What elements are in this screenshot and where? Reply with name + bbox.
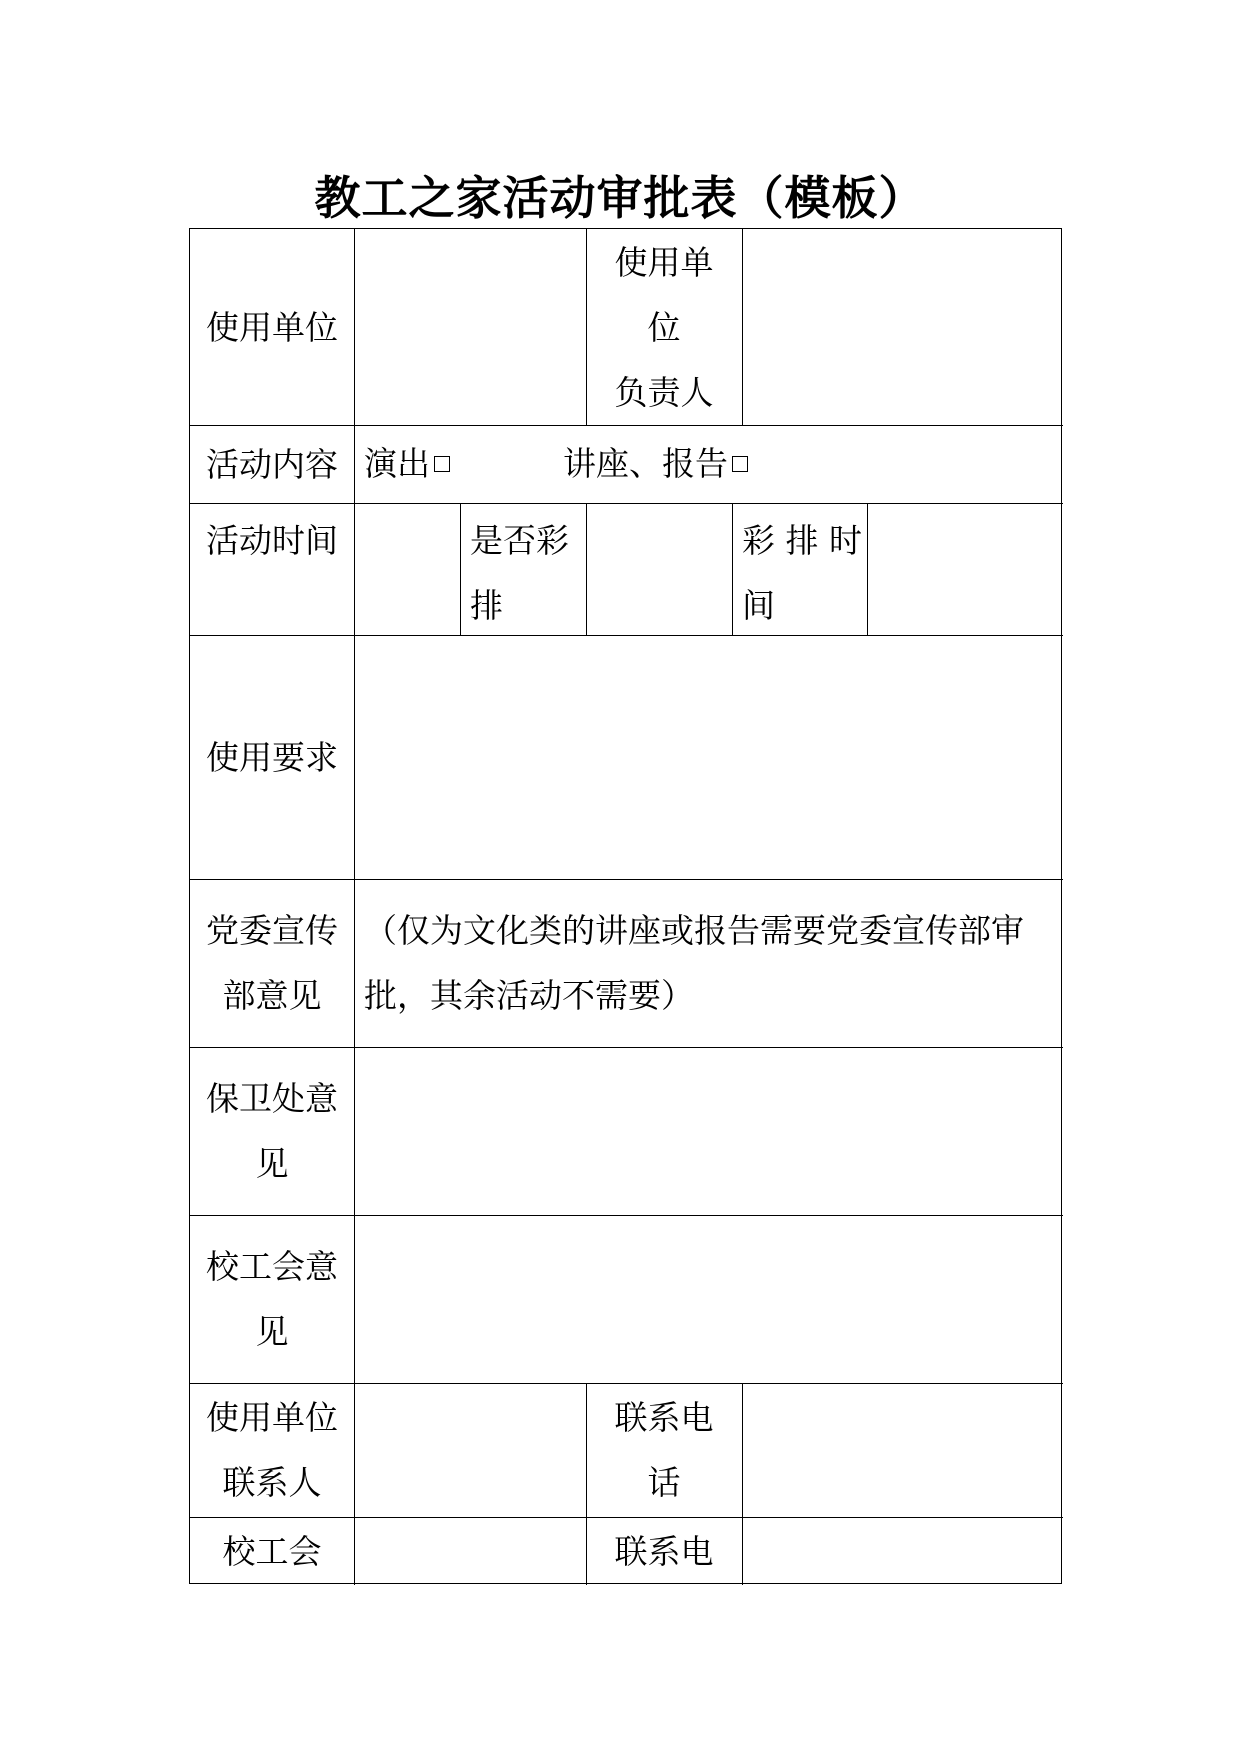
activity-time-label-text: 活动时间 (206, 521, 338, 560)
unit-contact-field[interactable] (354, 1383, 586, 1517)
requirements-label (190, 635, 354, 879)
approval-form-table (189, 228, 1062, 1584)
unit-label-text: 使用单位 (206, 307, 338, 347)
rehearsal-field[interactable] (586, 503, 732, 635)
option-performance-label: 演出 (364, 444, 430, 483)
security-field[interactable] (354, 1047, 1063, 1215)
activity-content-options (354, 425, 1063, 503)
unit-label (190, 229, 354, 425)
rehearsal-question-line1: 是否彩 (470, 521, 569, 560)
party-dept-label-line2: 部意见 (222, 976, 322, 1015)
union-contact-label (190, 1517, 354, 1585)
phone-field[interactable] (742, 1383, 1063, 1517)
rehearsal-time-line1: 彩 排 时 (742, 521, 862, 560)
option-performance[interactable] (364, 444, 450, 483)
rehearsal-time-line2: 间 (742, 586, 775, 625)
phone-label-last (586, 1517, 742, 1585)
party-dept-note-line1: （仅为文化类的讲座或报告需要党委宣传部审 (364, 911, 1024, 950)
party-dept-label-line1: 党委宣传 (206, 911, 338, 950)
party-dept-label (190, 879, 354, 1047)
union-contact-label-text: 校工会 (222, 1531, 322, 1571)
unit-field[interactable] (354, 229, 586, 425)
phone-label-line2: 话 (647, 1463, 681, 1502)
union-label (190, 1215, 354, 1383)
page-title: 教工之家活动审批表（模板） (314, 171, 926, 225)
requirements-field[interactable] (354, 635, 1063, 879)
lecture-checkbox[interactable] (732, 456, 748, 472)
rehearsal-time-label (732, 503, 867, 635)
rehearsal-question-label (460, 503, 586, 635)
unit-head-label-line3: 负责人 (614, 372, 714, 412)
performance-checkbox[interactable] (434, 456, 450, 472)
security-label-line1: 保卫处意 (206, 1079, 338, 1118)
unit-head-label-line1: 使用单 (614, 242, 714, 282)
union-contact-field[interactable] (354, 1517, 586, 1585)
union-label-line2: 见 (255, 1312, 289, 1351)
party-dept-note-line2: 批，其余活动不需要） (364, 976, 694, 1015)
rehearsal-time-field[interactable] (867, 503, 1063, 635)
phone-field-last[interactable] (742, 1517, 1063, 1585)
phone-label-last-text: 联系电 (614, 1531, 714, 1571)
phone-label (586, 1383, 742, 1517)
activity-content-label-text: 活动内容 (206, 444, 338, 484)
activity-time-field[interactable] (354, 503, 460, 635)
activity-content-label (190, 425, 354, 503)
unit-contact-label (190, 1383, 354, 1517)
unit-head-label (586, 229, 742, 425)
security-label (190, 1047, 354, 1215)
phone-label-line1: 联系电 (614, 1398, 714, 1437)
union-field[interactable] (354, 1215, 1063, 1383)
activity-time-label (190, 503, 354, 635)
party-dept-field[interactable] (354, 879, 1063, 1047)
unit-head-field[interactable] (742, 229, 1063, 425)
union-label-line1: 校工会意 (206, 1247, 338, 1286)
option-lecture[interactable] (563, 444, 748, 483)
security-label-line2: 见 (255, 1144, 289, 1183)
unit-head-label-line2: 位 (647, 307, 681, 347)
unit-contact-label-line1: 使用单位 (206, 1398, 338, 1437)
option-lecture-label: 讲座、报告 (563, 444, 728, 483)
requirements-label-text: 使用要求 (206, 737, 338, 777)
unit-contact-label-line2: 联系人 (222, 1463, 322, 1502)
rehearsal-question-line2: 排 (470, 586, 503, 625)
